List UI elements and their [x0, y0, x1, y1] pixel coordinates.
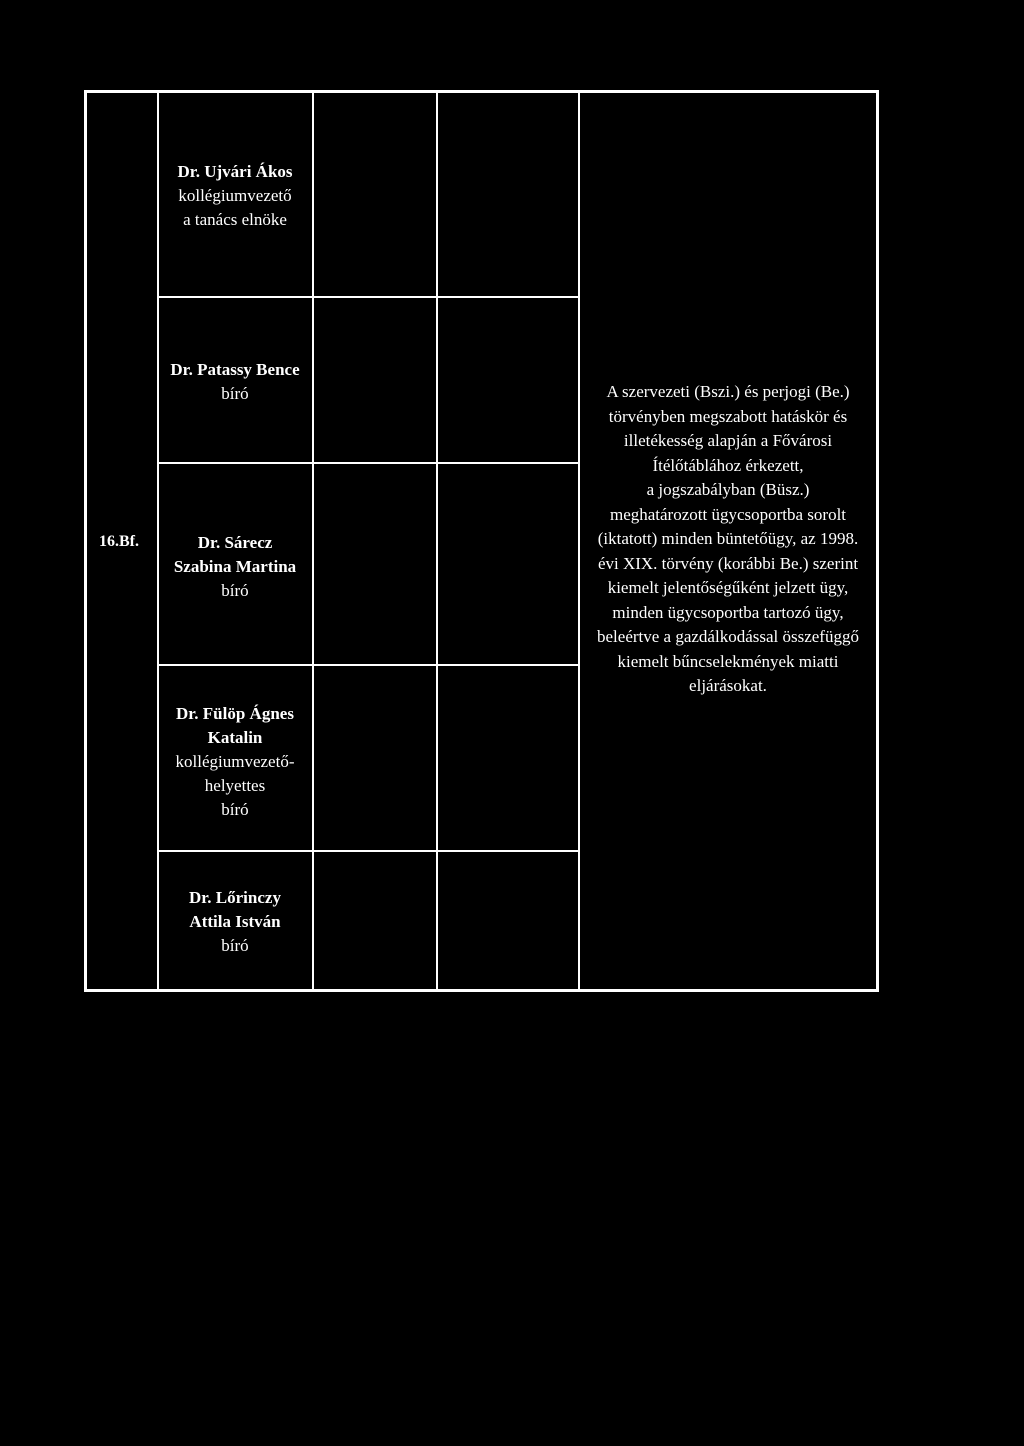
judge-entry — [158, 886, 312, 958]
row-divider-3 — [158, 664, 579, 666]
judge-name: Dr. Patassy Bence — [170, 360, 300, 379]
column-divider-3 — [436, 92, 438, 990]
table-border-bottom — [84, 989, 879, 992]
competence-line: A szervezeti (Bszi.) és perjogi (Be.) — [606, 382, 850, 401]
competence-line: illetékesség alapján a Fővárosi — [623, 431, 833, 450]
row-divider-4 — [158, 850, 579, 852]
judge-name: Dr. Ujvári Ákos — [177, 162, 293, 181]
judge-role: bíró — [221, 800, 249, 819]
competence-line: minden ügycsoportba tartozó ügy, — [612, 602, 844, 622]
judge-role: bíró — [221, 936, 249, 955]
competence-line: eljárásokat. — [689, 676, 767, 695]
competence-line: (iktatott) minden büntetőügy, az 1998. — [597, 529, 859, 548]
competence-line: évi XIX. törvény (korábbi Be.) szerint — [597, 553, 859, 573]
row-divider-1 — [158, 296, 579, 298]
judge-name: Attila István — [189, 912, 281, 931]
judge-entry — [158, 160, 312, 232]
competence-line: beleértve a gazdálkodással összefüggő — [597, 627, 859, 646]
competence-line: Ítélőtáblához érkezett, — [652, 455, 804, 475]
judge-role: a tanács elnöke — [183, 210, 287, 229]
judge-role: bíró — [221, 581, 249, 600]
judge-name: Dr. Sárecz — [197, 533, 273, 552]
table-border-left — [84, 90, 87, 992]
judge-role: helyettes — [204, 776, 266, 795]
column-divider-2 — [312, 92, 314, 990]
judge-role: kollégiumvezető — [178, 186, 292, 205]
judge-entry — [158, 531, 312, 603]
judge-name: Szabina Martina — [173, 557, 297, 576]
competence-line: a jogszabályban (Büsz.) — [646, 480, 810, 499]
table-border-top — [84, 90, 879, 93]
judge-role: bíró — [221, 384, 249, 403]
judge-role: kollégiumvezető- — [175, 752, 295, 771]
judge-name: Dr. Fülöp Ágnes — [176, 704, 294, 723]
competence-line: kiemelt jelentőségűként jelzett ügy, — [607, 578, 849, 597]
competence-description — [579, 380, 877, 699]
competence-line: meghatározott ügycsoportba sorolt — [609, 504, 847, 524]
judge-name: Dr. Lőrinczy — [189, 888, 281, 907]
competence-line: törvényben megszabott hatáskör és — [608, 406, 848, 426]
judge-entry — [158, 702, 312, 822]
judge-entry — [158, 358, 312, 406]
case-group-id: 16.Bf. — [99, 533, 139, 550]
competence-line: kiemelt bűncselekmények miatti — [617, 651, 839, 671]
judge-name: Katalin — [207, 728, 263, 747]
row-divider-2 — [158, 462, 579, 464]
